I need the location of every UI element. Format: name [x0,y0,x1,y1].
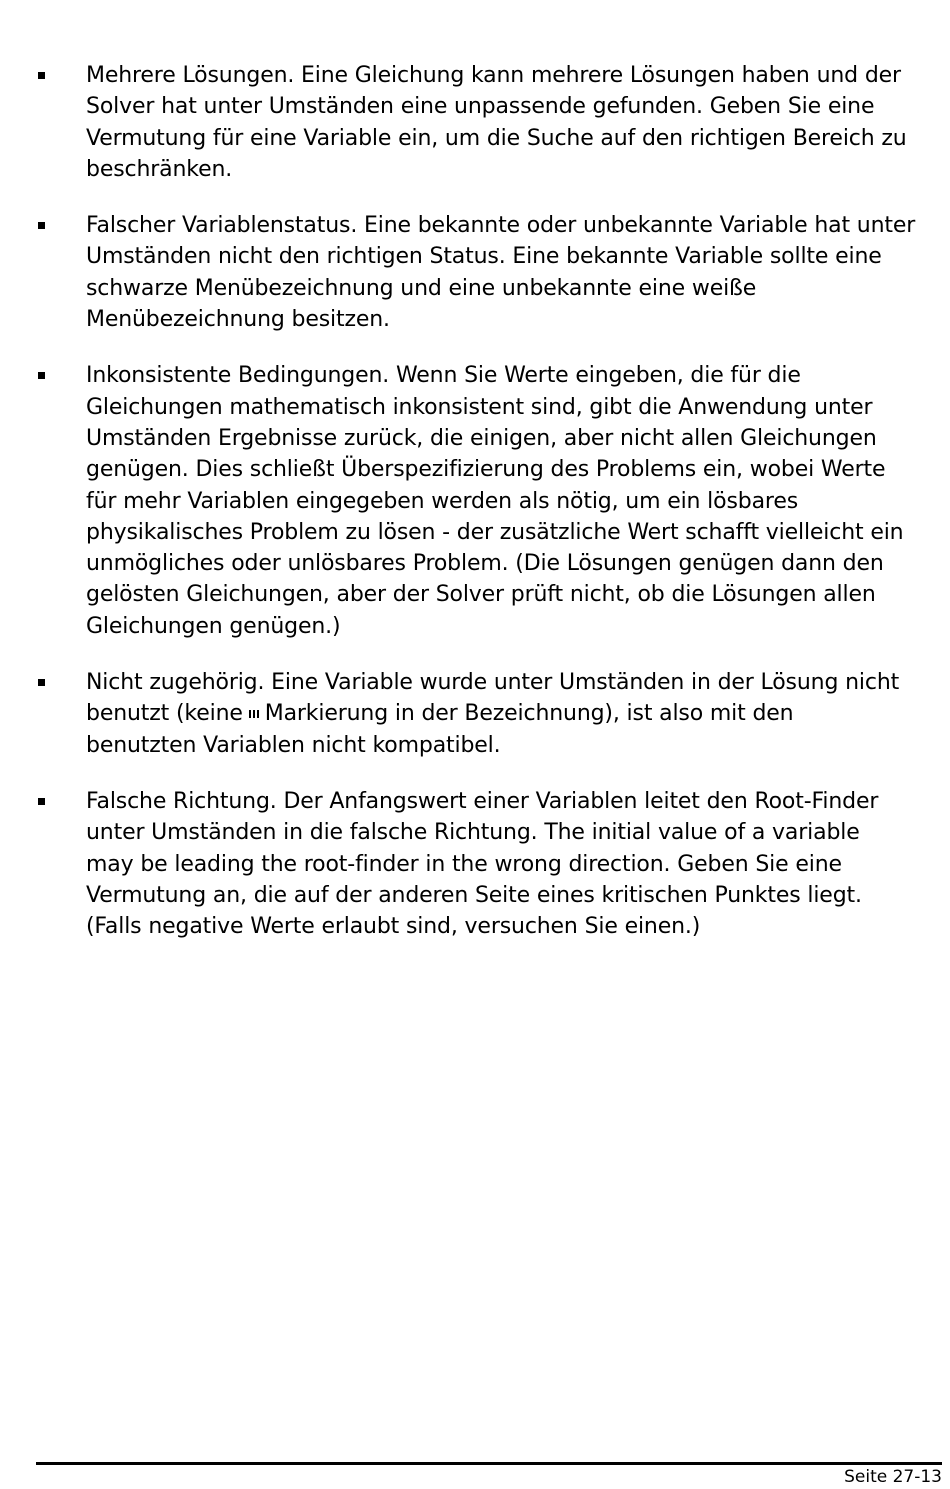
footer-rule [36,1462,942,1465]
page-number: Seite 27-13 [844,1467,942,1487]
bullet-icon [36,360,86,391]
bullet-list [36,60,942,967]
list-item [36,210,942,335]
list-item-text-before: Nicht zugehörig. Eine Variable wurde unter Umständen in der Lösung nicht benutzt (keine [86,670,900,727]
bullet-icon [36,60,86,91]
list-item-text-after: Markierung in der Bezeichnung), ist also mit den benutzten Variablen nicht kompatibel. [86,701,794,758]
bullet-icon [36,667,86,698]
list-item [36,360,942,642]
list-item-text [86,667,942,761]
list-item-text: Falsche Richtung. Der Anfangswert einer Variablen leitet den Root-Finder unter Umständen in die falsche Richtung. The initial value of a variable may be leading the root-finder in the wrong direction. Geben Sie eine Vermutung an, die auf der anderen Seite eines kritischen Punktes liegt. (Falls negative Werte erlaubt sind, versuchen Sie einen.) [86,788,879,940]
list-item-text: Falscher Variablenstatus. Eine bekannte oder unbekannte Variable hat unter Umständen nicht den richtigen Status. Eine bekannte Variable sollte eine schwarze Menübezeichnung und eine unbekannte eine weiße Menübezeichnung besitzen. [86,213,916,333]
list-item-text: Mehrere Lösungen. Eine Gleichung kann mehrere Lösungen haben und der Solver hat unter Umständen eine unpassende gefunden. Geben Sie eine Vermutung für eine Variable ein, um die Suche auf den richtigen Bereich zu beschränken. [86,63,907,182]
list-item-text: Inkonsistente Bedingungen. Wenn Sie Werte eingeben, die für die Gleichungen mathematisch inkonsistent sind, gibt die Anwendung unter Umständen Ergebnisse zurück, die einigen, aber nicht allen Gleichungen genügen. Dies schließt Überspezifizierung des Problems ein, wobei Werte für mehr Variablen eingegeben werden als nötig, um ein lösbares physikalisches Problem zu lösen - der zusätzliche Wert schafft vielleicht ein unmögliches oder unlösbares Problem. (Die Lösungen genügen dann den gelösten Gleichungen, aber der Solver prüft nicht, ob die Lösungen allen Gleichungen genügen.) [86,363,904,639]
bullet-icon [36,786,86,817]
list-item [36,786,942,942]
list-item [36,667,942,761]
marker-glyph-icon [249,710,259,718]
list-item [36,60,942,185]
bullet-icon [36,210,86,241]
